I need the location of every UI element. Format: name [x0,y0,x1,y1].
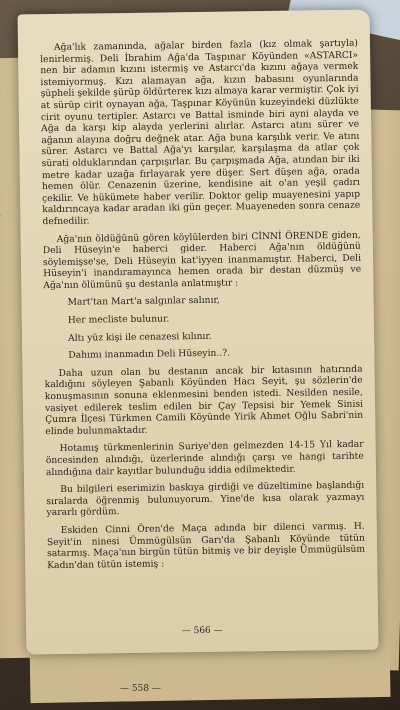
paragraph: Eskiden Cinni Ören'de Maça adında bir dilenci varmış. H. Seyit'in ninesi Ümmügülsün Garı'da Şabanlı Köyünde tütün satarmış. Maça'nın birgün tütün bitmiş ve bir deyişle Ümmügülsüm Kadın'dan tütün istemiş : [46,520,366,571]
paragraph: Ağa'lık zamanında, ağalar birden fazla (kız olmak şartıyla) lenirlermiş. Deli İbrahim Ağa'da Taşpınar Köyünden «ASTARCI» nen bir adamın kızını istermiş ve Astarcı'da kızını ağaya vermek istemiyormuş. Kızı alamayan ağa, kızın babasını oyunlarında şüpheli şekilde şürüp öldürtereк kızı almaya karar vermiştir. Çok iyi at sürüp cirit oynayan ağa, Taşpınar Köyünün kuzeyindeki düzlükte cirit oyunu tertipler. Astarcı ve Battal isminde biri ayni alayda ve Ağa da karşı kip alayda yerlerini alırlar. Astarcı atını sürer ve ağanın alayına doğru değnek atar. Ağa buna karşılık verir. Ve atını sürer. Astarcı ve Battal Ağa'yı karşılar, karşılaşma da atlar çok sürati olduklarından çarpışırlar. Bu çarpışmada Ağa, atından bir iki metre kadar uzağa fırlayarak yere düşer. Sert düşen ağa, orada hemen ölür. Cenazenin üzerine, kendisine ait o'an yeşil çadırı çekilir. Ve hükümete haber verilir. Doktor gelip muayenesini yapıp kaldırıncaya kadar aradan iki gün geçer. Muayeneden sonra cenaze defnedilir. [40,37,361,228]
paragraph: Ağa'nın öldüğünü gören köylülerden biri CİNNİ ÖRENDE giden, Deli Hüseyin'e haberci gider. Haberci Ağa'nın öldüğünü söylemişse'se, Deli Hüseyin kat'iyyen inanmamıştır. Haberci, Deli Hüseyin'i inandıramayınca hemen orada bir destan düzmüş ve Ağa'nın ölümünü şu destanla anlatmıştır : [42,229,362,292]
underlying-page-number: — 558 — [120,684,161,694]
margin-mark [0,180,1,202]
verse-line: Mart'tan Mart'a salgınlar salınır, [67,295,220,309]
book-page [18,10,379,655]
verse-line: Altı yüz kişi ile cenazesi kılınır. [67,330,212,344]
paragraph: Bu bilgileri eserimizin baskıya girdiği ve düzeltimine başlandığı sıralarda öğrenmiş bulunuyorum. Yine'de kısa olarak yazmayı yararlı gördüm. [46,479,365,519]
margin-mark [0,224,2,246]
verse-line: Her mecliste bulunur. [67,313,170,326]
paragraph: Hotamış türkmenlerinin Suriye'den gelmezden 14-15 Yıl kadar öncesinden alındığı, üzerlerinde alındığı çarşı ve hangi tarihte alındığına dair kayıtlar bulunduğu iddia edilmektedir. [45,439,364,478]
margin-mark [0,246,2,268]
margin-mark [0,202,1,224]
paragraph: Daha uzun olan bu destanın ancak bir kıtasının hatırında kaldığını söyleyen Şabanlı Köyünden Hacı Seyit, şu sözlerin'de konuşmasının sonuna eklenmesini benden istedi. Nesilden nesile, vasiyet edilerek teslim edilen bir Çay Tepsisi bir Yemek Sinisi Çumra İlçesi Türkmen Camili Köyünde Yirik Ahmet Oğlu Sabri'nin elinde bulunmaktadır. [44,363,364,437]
page-number: — 566 — [181,625,223,637]
margin-marks [0,158,2,268]
verse-line: Dahımı inanmadın Deli Hüseyin..?. [68,347,231,362]
page-text [40,38,365,578]
